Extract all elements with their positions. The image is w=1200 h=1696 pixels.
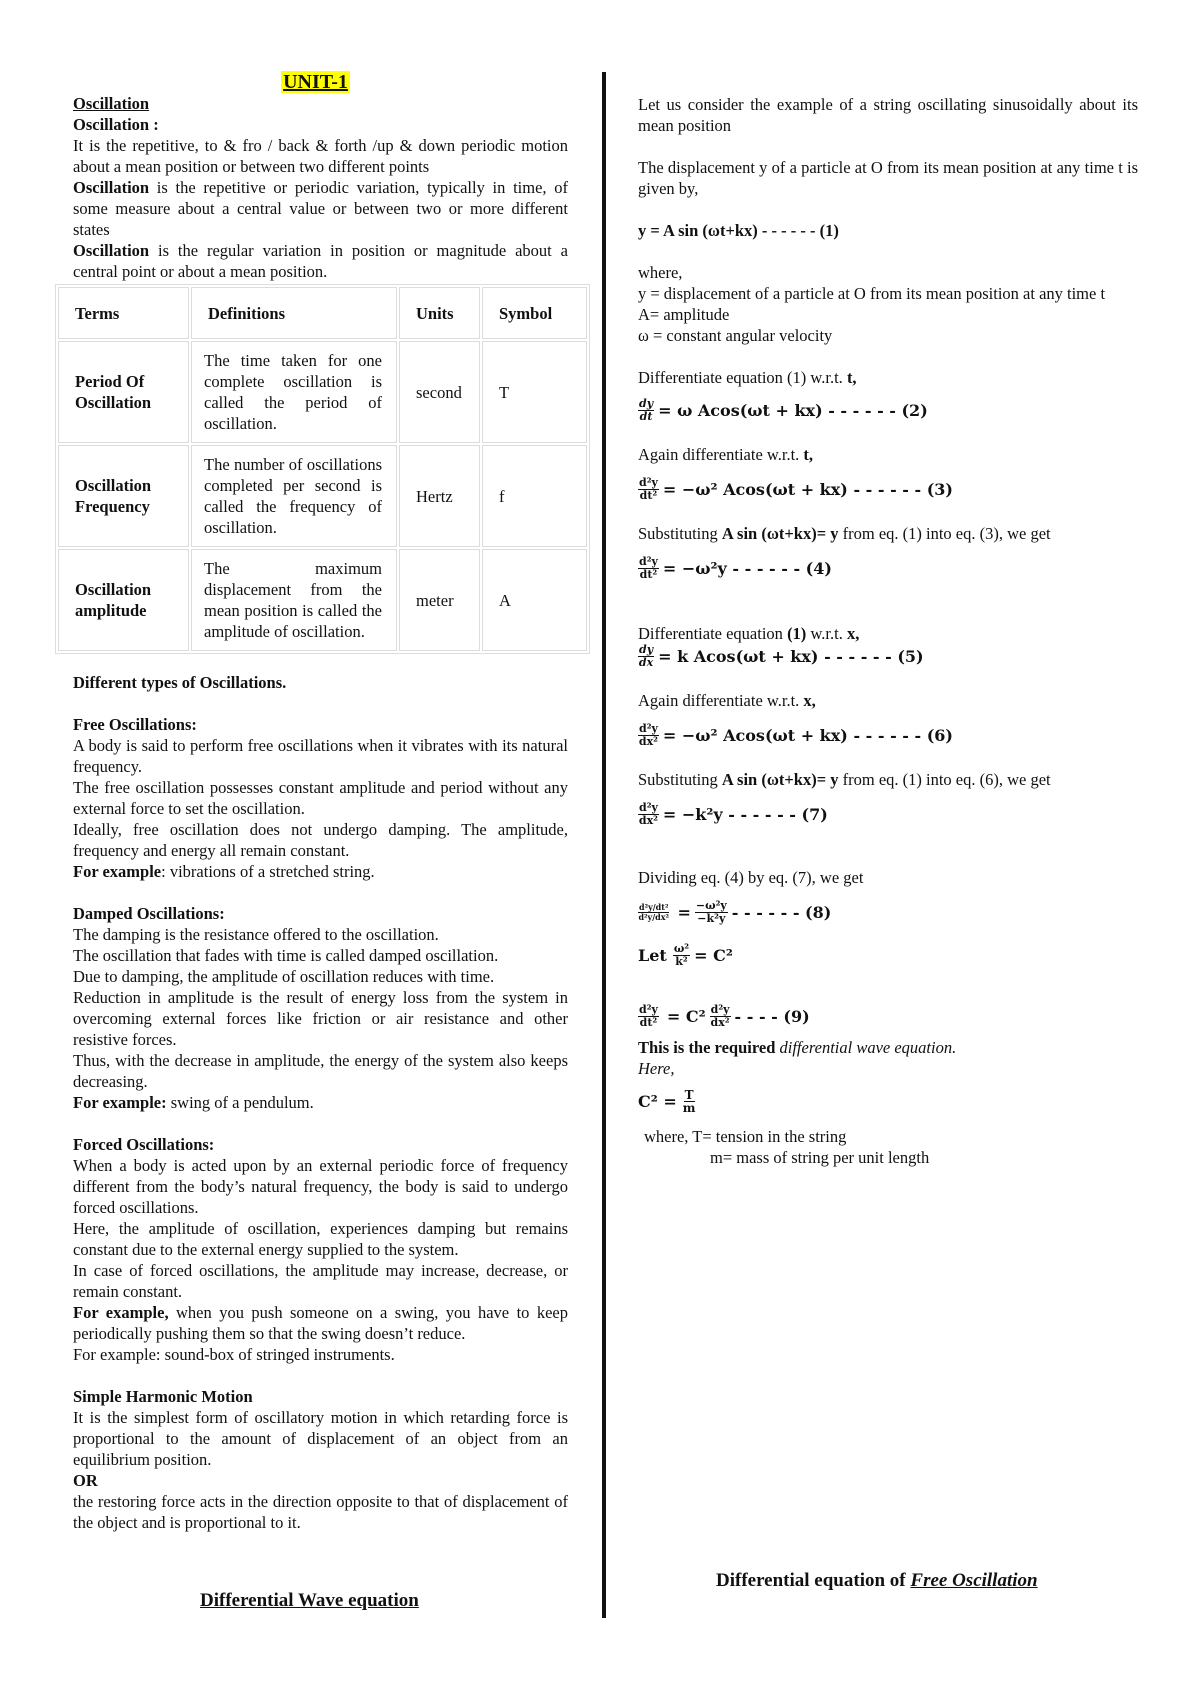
equation-7: $\frac{\text{d²y}}{\text{dx²}}$ = −k²y - - - - - - (7) — [638, 801, 828, 827]
substituting-line-1: Substituting A sin (ωt+kx)= y from eq. (1) into eq. (3), we get — [638, 524, 1051, 543]
damped-example: For example: swing of a pendulum. — [73, 1093, 314, 1112]
damped-p4: Reduction in amplitude is the result of energy loss from the system in overcoming external forces like friction or air resistance and other resistive forces. — [73, 988, 568, 1049]
unit-cell: Hertz — [399, 445, 480, 547]
oscillation-subheading: Oscillation : — [73, 115, 159, 134]
header-definitions: Definitions — [191, 287, 397, 339]
free-p3: Ideally, free oscillation does not undergo damping. The amplitude, frequency and energy all remain constant. — [73, 820, 568, 860]
again-differentiate-x-line: Again differentiate w.r.t. x, — [638, 691, 816, 710]
free-oscillations-heading: Free Oscillations: — [73, 715, 197, 734]
unit-cell: second — [399, 341, 480, 443]
shm-p1: It is the simplest form of oscillatory motion in which retarding force is proportional to the amount of displacement of an object from an equilibrium position. — [73, 1408, 568, 1469]
equation-5: $\frac{dy}{dx}$ = k Acos(ωt + kx) - - - - - - (5) — [638, 643, 924, 669]
types-heading: Different types of Oscillations. — [73, 673, 287, 692]
where-tension: where, T= tension in the string — [644, 1127, 847, 1146]
equation-1: y = A sin (ωt+kx) - - - - - - (1) — [638, 221, 839, 240]
where-omega: ω = constant angular velocity — [638, 326, 833, 345]
definition-2: Oscillation is the repetitive or periodic variation, typically in time, of some measure about a central value or between two or more different states — [73, 178, 568, 239]
forced-p4: For example: sound-box of stringed instruments. — [73, 1345, 395, 1364]
symbol-cell: A — [482, 549, 587, 651]
free-p2: The free oscillation possesses constant amplitude and period without any external force to set the oscillation. — [73, 778, 568, 818]
where-label: where, — [638, 263, 683, 282]
definition-1: It is the repetitive, to & fro / back & forth /up & down periodic motion about a mean position or between two different points — [73, 136, 568, 176]
left-column — [73, 72, 568, 1533]
header-symbol: Symbol — [482, 287, 587, 339]
term-cell: Oscillation Frequency — [58, 445, 189, 547]
differentiate-x-line: Differentiate equation (1) w.r.t. x, — [638, 624, 860, 643]
unit-cell: meter — [399, 549, 480, 651]
table-row — [58, 549, 587, 651]
equation-4: $\frac{\text{d²y}}{\text{dt²}}$ = −ω²y - - - - - - (4) — [639, 555, 832, 581]
here-label: Here, — [638, 1059, 675, 1078]
oscillation-heading: Oscillation — [73, 94, 150, 113]
equation-2: $\frac{dy}{dt}$ = ω Acos(ωt + kx) - - - - - - (2) — [639, 397, 928, 423]
free-oscillation-title: Differential equation of Free Oscillation — [716, 1570, 1038, 1591]
shm-p2: the restoring force acts in the direction opposite to that of displacement of the object and is proportional to it. — [73, 1492, 568, 1532]
damped-p3: Due to damping, the amplitude of oscillation reduces with time. — [73, 967, 495, 986]
right-column — [638, 94, 1138, 1168]
column-divider — [602, 72, 606, 1618]
c-squared-equation: C² = $\frac{T}{m}$ — [638, 1088, 696, 1115]
table-row — [58, 341, 587, 443]
symbol-cell: T — [482, 341, 587, 443]
table-header-row — [58, 287, 587, 339]
equation-8: $\frac{\text{d²y/dt²}}{\text{d²y/dx²}}$ = $\frac{\text{−ω²y}}{\text{−k²y}}$ - - - - - - (8) — [638, 899, 832, 925]
damped-p1: The damping is the resistance offered to the oscillation. — [73, 925, 439, 944]
intro-text: Let us consider the example of a string oscillating sinusoidally about its mean position — [638, 95, 1138, 135]
differential-wave-equation-title: Differential Wave equation — [200, 1590, 419, 1611]
forced-example: For example, when you push someone on a swing, you have to keep periodically pushing them so that the swing doesn’t reduce. — [73, 1303, 568, 1343]
definition-cell: The number of oscillations completed per second is called the frequency of oscillation. — [191, 445, 397, 547]
where-a: A= amplitude — [638, 305, 730, 324]
forced-p2: Here, the amplitude of oscillation, experiences damping but remains constant due to the external energy supplied to the system. — [73, 1219, 568, 1259]
header-terms: Terms — [58, 287, 189, 339]
term-cell: Oscillation amplitude — [58, 549, 189, 651]
symbol-cell: f — [482, 445, 587, 547]
free-p1: A body is said to perform free oscillations when it vibrates with its natural frequency. — [73, 736, 568, 776]
equation-9: $\frac{\text{d²y}}{\text{dt²}}$ = C² $\frac{\text{d²y}}{\text{dx²}}$ - - - - (9) — [639, 1003, 810, 1029]
equation-3: $\frac{\text{d²y}}{\text{dt²}}$ = −ω² Acos(ωt + kx) - - - - - - (3) — [639, 476, 953, 502]
damped-p2: The oscillation that fades with time is called damped oscillation. — [73, 946, 499, 965]
displacement-text: The displacement y of a particle at O from its mean position at any time t is given by, — [638, 158, 1138, 198]
damped-p5: Thus, with the decrease in amplitude, the energy of the system also keeps decreasing. — [73, 1051, 568, 1091]
forced-p3: In case of forced oscillations, the amplitude may increase, decrease, or remain constant. — [73, 1261, 568, 1301]
substituting-line-2: Substituting A sin (ωt+kx)= y from eq. (1) into eq. (6), we get — [638, 770, 1051, 789]
damped-oscillations-heading: Damped Oscillations: — [73, 904, 225, 923]
table-row — [58, 445, 587, 547]
equation-6: $\frac{\text{d²y}}{\text{dx²}}$ = −ω² Acos(ωt + kx) - - - - - - (6) — [638, 722, 953, 748]
forced-p1: When a body is acted upon by an external periodic force of frequency different from the body’s natural frequency, the body is said to undergo forced oscillations. — [73, 1156, 568, 1217]
definition-cell: The time taken for one complete oscillation is called the period of oscillation. — [191, 341, 397, 443]
where-mass: m= mass of string per unit length — [710, 1148, 930, 1167]
term-cell: Period Of Oscillation — [58, 341, 189, 443]
differentiate-t-line: Differentiate equation (1) w.r.t. t, — [638, 368, 857, 387]
definition-3: Oscillation is the regular variation in position or magnitude about a central point or about a mean position. — [73, 241, 568, 281]
forced-oscillations-heading: Forced Oscillations: — [73, 1135, 215, 1154]
definition-cell: The maximum displacement from the mean position is called the amplitude of oscillation. — [191, 549, 397, 651]
again-differentiate-t-line: Again differentiate w.r.t. t, — [638, 445, 814, 464]
free-example: For example: vibrations of a stretched string. — [73, 862, 375, 881]
shm-heading: Simple Harmonic Motion — [73, 1387, 253, 1406]
let-definition: Let $\frac{\text{ω²}}{\text{k²}}$ = C² — [638, 942, 733, 968]
unit-title: UNIT-1 — [283, 71, 348, 93]
terms-table — [55, 284, 590, 654]
dividing-line: Dividing eq. (4) by eq. (7), we get — [638, 868, 864, 887]
header-units: Units — [399, 287, 480, 339]
required-equation-line: This is the required differential wave equation. — [638, 1038, 957, 1057]
where-y: y = displacement of a particle at O from its mean position at any time t — [638, 284, 1106, 303]
shm-or: OR — [73, 1471, 98, 1490]
